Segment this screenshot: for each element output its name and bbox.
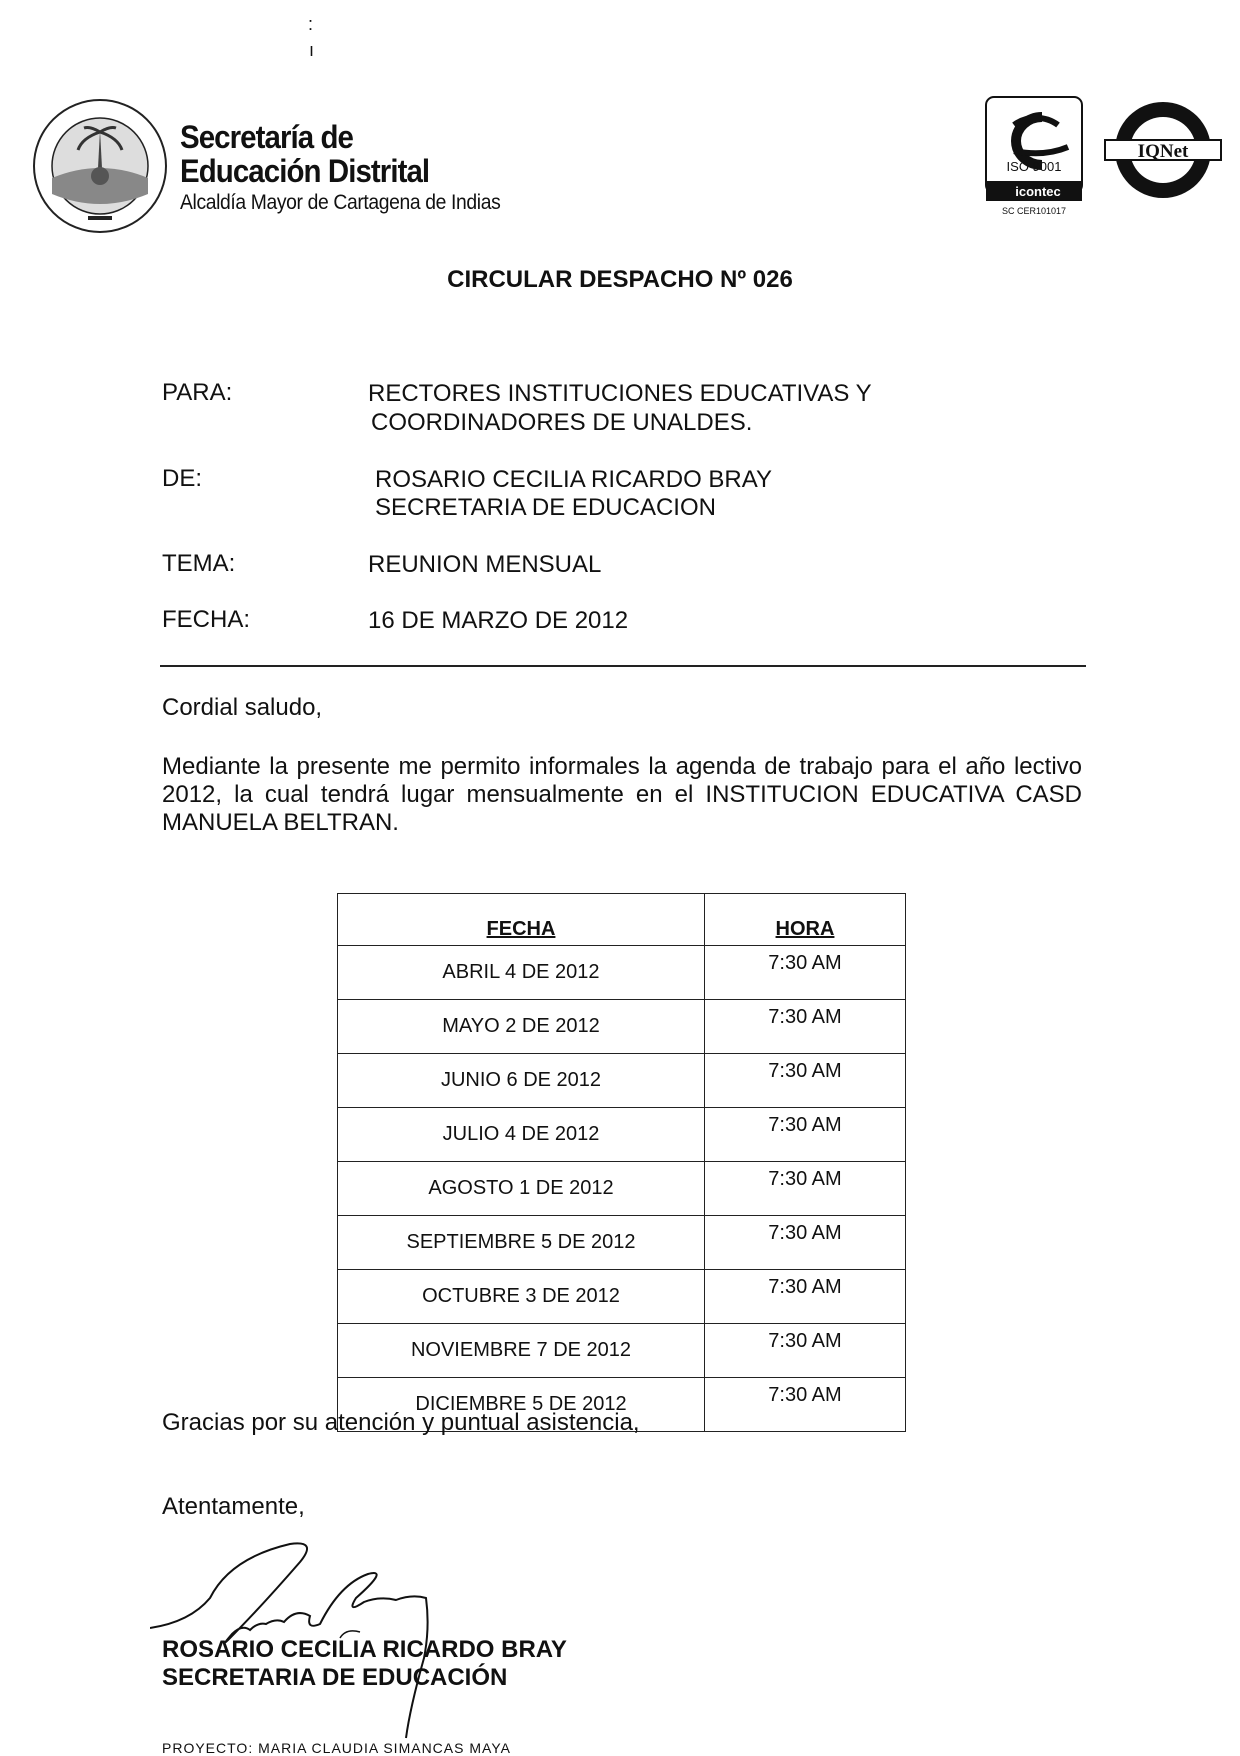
row-date: AGOSTO 1 DE 2012 — [338, 1162, 705, 1216]
iso-standard-label: ISO 9001 — [1006, 159, 1062, 174]
tema-label: TEMA: — [162, 550, 236, 577]
row-date: OCTUBRE 3 DE 2012 — [338, 1270, 705, 1324]
signer-title: SECRETARIA DE EDUCACIÓN — [162, 1664, 508, 1691]
iqnet-logo — [1104, 100, 1222, 200]
closing-text: Gracias por su atención y puntual asistencia, — [162, 1409, 640, 1436]
column-header-hora: HORA — [705, 894, 906, 946]
table-header-row — [338, 894, 906, 946]
de-value-line2: SECRETARIA DE EDUCACION — [375, 494, 716, 521]
org-title-line2: Educación Distrital — [180, 153, 430, 189]
para-label: PARA: — [162, 379, 233, 406]
row-date: MAYO 2 DE 2012 — [338, 1000, 705, 1054]
greeting: Cordial saludo, — [162, 694, 323, 721]
org-title-line1: Secretaría de — [180, 119, 353, 155]
signer-name: ROSARIO CECILIA RICARDO BRAY — [162, 1636, 567, 1663]
table-row — [338, 1108, 906, 1162]
row-time: 7:30 AM — [705, 1378, 906, 1432]
row-date: SEPTIEMBRE 5 DE 2012 — [338, 1216, 705, 1270]
table-row — [338, 1270, 906, 1324]
row-time: 7:30 AM — [705, 1324, 906, 1378]
org-title — [180, 120, 429, 188]
para-value-line2: COORDINADORES DE UNALDES. — [371, 409, 753, 436]
table-row — [338, 1054, 906, 1108]
row-time: 7:30 AM — [705, 1000, 906, 1054]
table-row — [338, 1162, 906, 1216]
body-paragraph: Mediante la presente me permito informales la agenda de trabajo para el año lectivo 2012, la cual tendrá lugar mensualmente en el INSTITUCION EDUCATIVA CASD MANUELA BELTRAN. — [162, 753, 1082, 836]
row-date: ABRIL 4 DE 2012 — [338, 946, 705, 1000]
row-time: 7:30 AM — [705, 1108, 906, 1162]
table-row — [338, 946, 906, 1000]
fecha-value: 16 DE MARZO DE 2012 — [368, 607, 629, 634]
scan-mark: : — [308, 14, 314, 34]
de-label: DE: — [162, 465, 203, 492]
row-time: 7:30 AM — [705, 1054, 906, 1108]
row-time: 7:30 AM — [705, 1216, 906, 1270]
divider-line — [160, 665, 1086, 667]
circular-title: CIRCULAR DESPACHO Nº 026 — [447, 266, 793, 293]
de-value-line1: ROSARIO CECILIA RICARDO BRAY — [375, 466, 772, 493]
iqnet-brand-label: IQNet — [1137, 141, 1189, 162]
row-date: NOVIEMBRE 7 DE 2012 — [338, 1324, 705, 1378]
scan-mark: ı — [309, 40, 315, 60]
cert-code-label: SC CER101017 — [1001, 206, 1067, 216]
fecha-label: FECHA: — [162, 606, 251, 633]
table-row — [338, 1324, 906, 1378]
tema-value: REUNION MENSUAL — [368, 551, 602, 578]
signer-block — [162, 1636, 567, 1692]
district-seal-logo — [32, 98, 168, 234]
org-subtitle: Alcaldía Mayor de Cartagena de Indias — [180, 191, 501, 214]
signoff-text: Atentamente, — [162, 1493, 305, 1520]
row-time: 7:30 AM — [705, 1270, 906, 1324]
table-row — [338, 1000, 906, 1054]
row-date: JULIO 4 DE 2012 — [338, 1108, 705, 1162]
table-row — [338, 1216, 906, 1270]
agenda-table — [337, 893, 906, 1432]
row-date: JUNIO 6 DE 2012 — [338, 1054, 705, 1108]
icontec-logo — [984, 95, 1084, 217]
row-time: 7:30 AM — [705, 1162, 906, 1216]
para-value-line1: RECTORES INSTITUCIONES EDUCATIVAS Y — [368, 380, 872, 407]
footer-note: PROYECTO: MARIA CLAUDIA SIMANCAS MAYA — [162, 1740, 511, 1756]
row-date: DICIEMBRE 5 DE 2012 — [338, 1378, 705, 1432]
row-time: 7:30 AM — [705, 946, 906, 1000]
icontec-brand-label: icontec — [1015, 184, 1061, 199]
column-header-fecha: FECHA — [338, 894, 705, 946]
